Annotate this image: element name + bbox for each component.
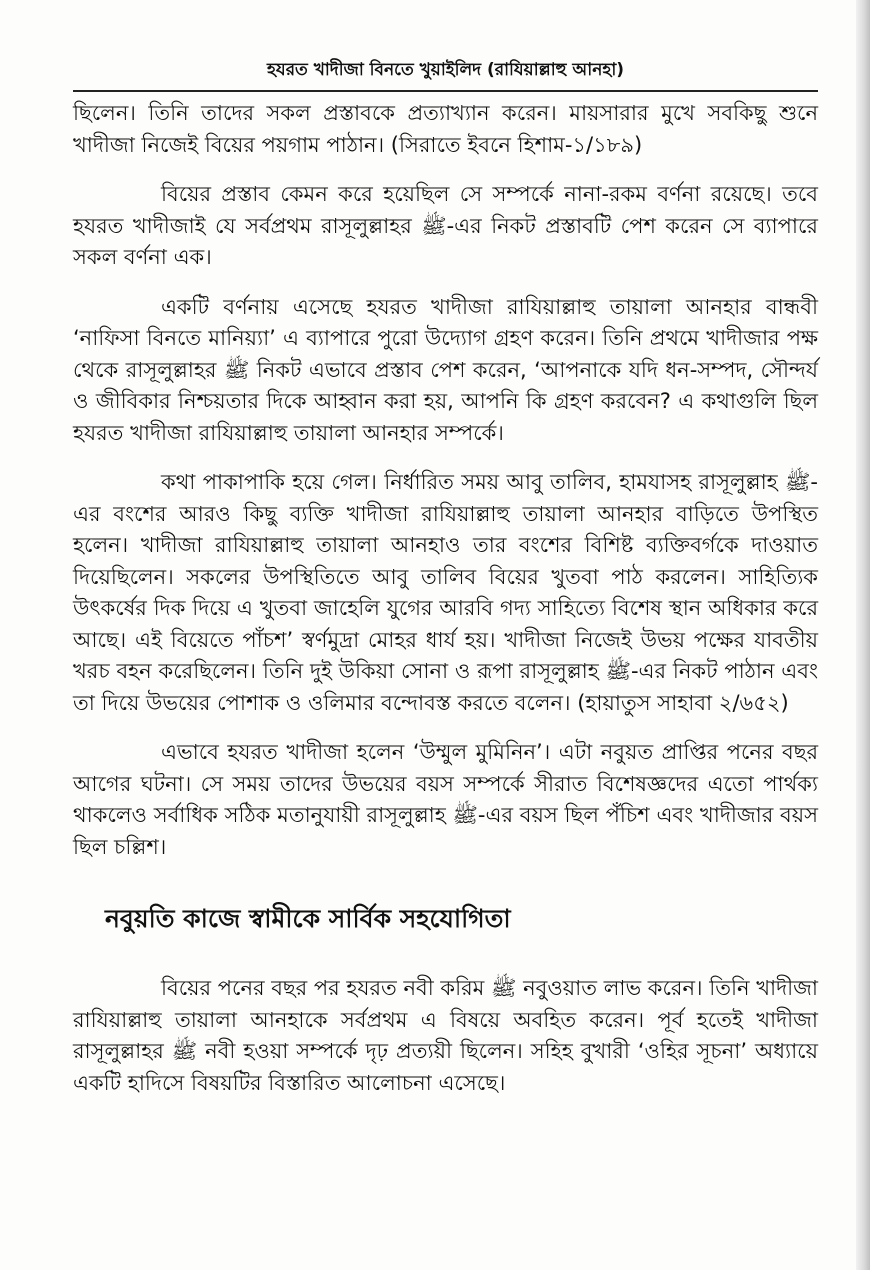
running-head: হযরত খাদীজা বিনতে খুয়াইলিদ (রাযিয়াল্লাহু আনহা): [266, 60, 625, 80]
header-rule: [73, 90, 818, 92]
paragraph: একটি বর্ণনায় এসেছে হযরত খাদীজা রাযিয়াল্লাহু তায়ালা আনহার বান্ধবী ‘নাফিসা বিনতে মানিয়্যা’ এ ব্যাপারে পুরো উদ্যোগ গ্রহণ করেন। তিনি প্রথমে খাদীজার পক্ষ থেকে রাসূলুল্লাহর ﷺ নিকট এভাবে প্রস্তাব পেশ করেন, ‘আপনাকে যদি ধন-সম্পদ, সৌন্দর্য ও জীবিকার নিশ্চয়তার দিকে আহ্বান করা হয়, আপনি কি গ্রহণ করবেন? এ কথাগুলি ছিল হযরত খাদীজা রাযিয়াল্লাহু তায়ালা আনহার সম্পর্কে।: [73, 294, 819, 445]
body-text: [73, 98, 818, 1117]
page-edge-shadow: [856, 0, 870, 1270]
paragraph: বিয়ের প্রস্তাব কেমন করে হয়েছিল সে সম্পর্কে নানা-রকম বর্ণনা রয়েছে। তবে হযরত খাদীজাই যে সর্বপ্রথম রাসূলুল্লাহর ﷺ-এর নিকট প্রস্তাবটি পেশ করেন সে ব্যাপারে সকল বর্ণনা এক।: [73, 182, 818, 269]
paragraph: এভাবে হযরত খাদীজা হলেন ‘উম্মুল মুমিনিন’। এটা নবুয়ত প্রাপ্তির পনের বছর আগের ঘটনা। সে সময় তাদের উভয়ের বয়স সম্পর্কে সীরাত বিশেষজ্ঞদের এতো পার্থক্য থাকলেও সর্বাধিক সঠিক মতানুযায়ী রাসূলুল্লাহ ﷺ-এর বয়স ছিল পঁচিশ এবং খাদীজার বয়স ছিল চল্লিশ।: [73, 740, 818, 859]
paragraph-continuation: ছিলেন। তিনি তাদের সকল প্রস্তাবকে প্রত্যাখ্যান করেন। মায়সারার মুখে সবকিছু শুনে খাদীজা নিজেই বিয়ের পয়গাম পাঠান। (সিরাতে ইবনে হিশাম-১/১৮৯): [73, 101, 818, 157]
paragraph: কথা পাকাপাকি হয়ে গেল। নির্ধারিত সময় আবু তালিব, হামযাসহ রাসূলুল্লাহ ﷺ-এর বংশের আরও কিছু ব্যক্তি খাদীজা রাযিয়াল্লাহু তায়ালা আনহার বাড়িতে উপস্থিত হলেন। খাদীজা রাযিয়াল্লাহু তায়ালা আনহাও তার বংশের বিশিষ্ট ব্যক্তিবর্গকে দাওয়াত দিয়েছিলেন। সকলের উপস্থিতিতে আবু তালিব বিয়ের খুতবা পাঠ করলেন। সাহিত্যিক উৎকর্ষের দিক দিয়ে এ খুতবা জাহেলি যুগের আরবি গদ্য সাহিত্যে বিশেষ স্থান অধিকার করে আছে। এই বিয়েতে পাঁচশ’ স্বর্ণমুদ্রা মোহর ধার্য হয়। খাদীজা নিজেই উভয় পক্ষের যাবতীয় খরচ বহন করেছিলেন। তিনি দুই উকিয়া সোনা ও রূপা রাসূলুল্লাহ ﷺ-এর নিকট পাঠান এবং তা দিয়ে উভয়ের পোশাক ও ওলিমার বন্দোবস্ত করতে বলেন। (হায়াতুস সাহাবা ২/৬৫২): [73, 470, 818, 715]
section-heading: নবুয়তি কাজে স্বামীকে সার্বিক সহযোগিতা: [105, 904, 511, 933]
paragraph: বিয়ের পনের বছর পর হযরত নবী করিম ﷺ নবুওয়াত লাভ করেন। তিনি খাদীজা রাযিয়াল্লাহু তায়ালা আনহাকে সর্বপ্রথম এ বিষয়ে অবহিত করেন। পূর্ব হতেই খাদীজা রাসূলুল্লাহর ﷺ নবী হওয়া সম্পর্কে দৃঢ় প্রত্যয়ী ছিলেন। সহিহ বুখারী ‘ওহির সূচনা’ অধ্যায়ে একটি হাদিসে বিষয়টির বিস্তারিত আলোচনা এসেছে।: [73, 976, 818, 1095]
